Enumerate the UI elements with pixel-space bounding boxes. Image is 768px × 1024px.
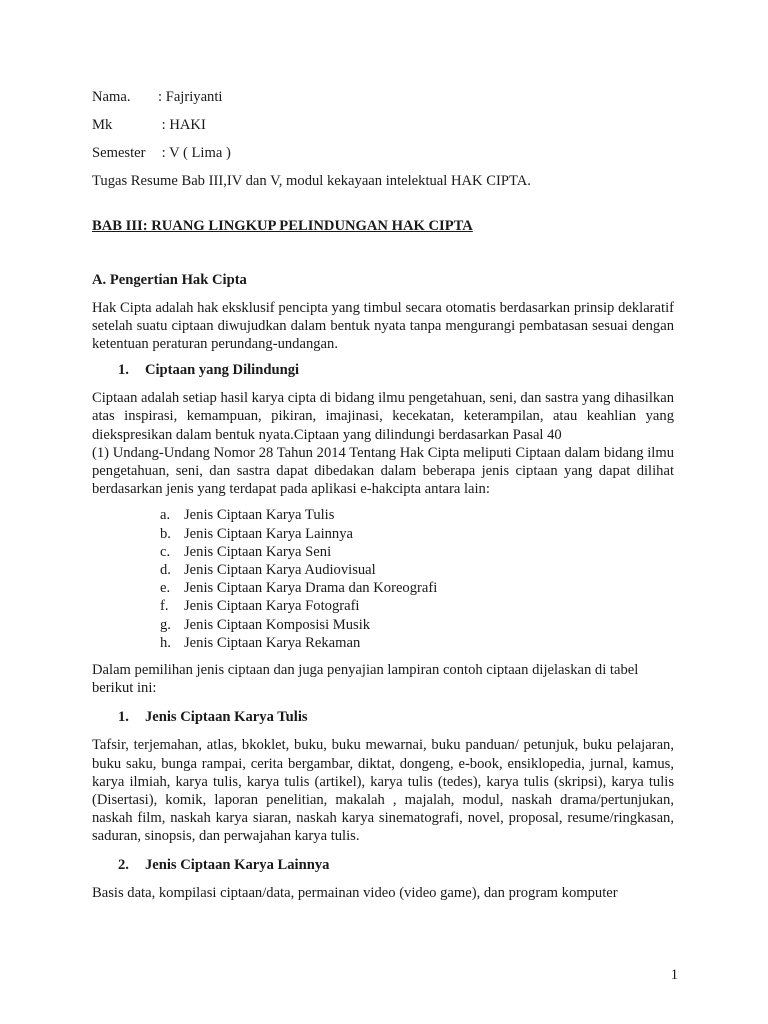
list-item bbox=[92, 561, 674, 579]
list-item bbox=[92, 525, 674, 543]
meta-nama bbox=[92, 88, 674, 106]
list-text: Jenis Ciptaan Karya Fotografi bbox=[184, 598, 360, 615]
page-number: 1 bbox=[670, 967, 678, 983]
list-letter: b. bbox=[160, 525, 171, 542]
semester-label: Semester bbox=[92, 145, 146, 161]
list-text: Jenis Ciptaan Karya Tulis bbox=[184, 507, 335, 524]
karya-tulis-paragraph: Tafsir, terjemahan, atlas, bkoklet, buku, buku mewarnai, buku panduan/ petunjuk, buku pelajaran, buku saku, bunga rampai, cerita bergambar, diktat, dongeng, e-book, ensiklopedia, jurnal, kamus, karya ilmiah, karya tulis, karya tulis (artikel), karya tulis (tedes), karya tulis (skripsi), karya tulis (Disertasi), komik, laporan penelitian, makalah , majalah, modul, naskah drama/pertunjukan, naskah film, naskah karya siaran, naskah karya sinematografi, novel, proposal, resume/ringkasan, saduran, sinopsis, dan perwajahan karya tulis. bbox=[92, 737, 674, 845]
mk-value: : HAKI bbox=[158, 117, 206, 133]
ciptaan-heading-text: Ciptaan yang Dilindungi bbox=[144, 362, 300, 379]
list-text: Jenis Ciptaan Karya Seni bbox=[184, 543, 332, 560]
list-item bbox=[92, 634, 674, 652]
chapter-title: BAB III: RUANG LINGKUP PELINDUNGAN HAK CIPTA bbox=[92, 218, 473, 235]
list-letter: g. bbox=[160, 616, 171, 633]
mk-label: Mk bbox=[92, 117, 113, 133]
task-description: Tugas Resume Bab III,IV dan V, modul kekayaan intelektual HAK CIPTA. bbox=[92, 173, 531, 189]
document-body bbox=[92, 88, 674, 902]
list-item bbox=[92, 616, 674, 634]
list-text: Jenis Ciptaan Karya Rekaman bbox=[184, 634, 361, 651]
section-a-paragraph: Hak Cipta adalah hak eksklusif pencipta yang timbul secara otomatis berdasarkan prinsip deklaratif setelah suatu ciptaan diwujudkan dalam bentuk nyata tanpa mengurangi pembatasan sesuai dengan ketentuan peraturan perundang-undangan. bbox=[92, 299, 674, 353]
ciptaan-paragraph-1: Ciptaan adalah setiap hasil karya cipta di bidang ilmu pengetahuan, seni, dan sastra yang dihasilkan atas inspirasi, kemampuan, pikiran, imajinasi, kecekatan, keterampilan, atau keahlian yang diekspresikan dalam bentuk nyata.Ciptaan yang dilindungi berdasarkan Pasal 40 bbox=[92, 390, 674, 443]
list-item bbox=[92, 597, 674, 615]
ciptaan-paragraph-3: Dalam pemilihan jenis ciptaan dan juga penyajian lampiran contoh ciptaan dijelaskan di tabel berikut ini: bbox=[92, 661, 639, 697]
list-letter: a. bbox=[160, 507, 171, 524]
list-text: Jenis Ciptaan Karya Audiovisual bbox=[184, 562, 376, 578]
list-letter: e. bbox=[160, 580, 171, 597]
nama-label: Nama. bbox=[92, 89, 131, 105]
karya-tulis-number: 1. bbox=[118, 709, 129, 726]
ciptaan-type-list bbox=[92, 506, 674, 652]
karya-lainnya-paragraph: Basis data, kompilasi ciptaan/data, permainan video (video game), dan program komputer bbox=[92, 884, 618, 901]
list-text: Jenis Ciptaan Komposisi Musik bbox=[184, 616, 371, 633]
section-a-heading: A. Pengertian Hak Cipta bbox=[92, 272, 247, 289]
list-letter: d. bbox=[160, 562, 171, 578]
karya-lainnya-heading bbox=[92, 856, 674, 874]
list-letter: c. bbox=[160, 543, 171, 560]
semester-value: : V ( Lima ) bbox=[158, 145, 231, 161]
list-text: Jenis Ciptaan Karya Drama dan Koreografi bbox=[184, 580, 438, 597]
meta-semester bbox=[92, 144, 674, 162]
ciptaan-number: 1. bbox=[118, 362, 129, 379]
list-letter: f. bbox=[160, 598, 169, 615]
karya-lainnya-heading-text: Jenis Ciptaan Karya Lainnya bbox=[144, 856, 330, 873]
list-item bbox=[92, 506, 674, 524]
list-item bbox=[92, 579, 674, 597]
karya-lainnya-number: 2. bbox=[118, 856, 129, 873]
list-text: Jenis Ciptaan Karya Lainnya bbox=[184, 525, 353, 542]
meta-mk bbox=[92, 116, 674, 134]
karya-tulis-heading-text: Jenis Ciptaan Karya Tulis bbox=[144, 709, 308, 726]
nama-value: : Fajriyanti bbox=[158, 89, 223, 105]
ciptaan-heading bbox=[92, 361, 674, 379]
list-letter: h. bbox=[160, 634, 171, 651]
ciptaan-paragraph-2: (1) Undang-Undang Nomor 28 Tahun 2014 Tentang Hak Cipta meliputi Ciptaan dalam bidang ilmu pengetahuan, seni, dan sastra dapat dibedakan dalam beberapa jenis ciptaan yang dapat dilihat berdasarkan jenis yang terdapat pada aplikasi e-hakcipta antara lain: bbox=[92, 444, 674, 498]
karya-tulis-heading bbox=[92, 708, 674, 726]
list-item bbox=[92, 543, 674, 561]
